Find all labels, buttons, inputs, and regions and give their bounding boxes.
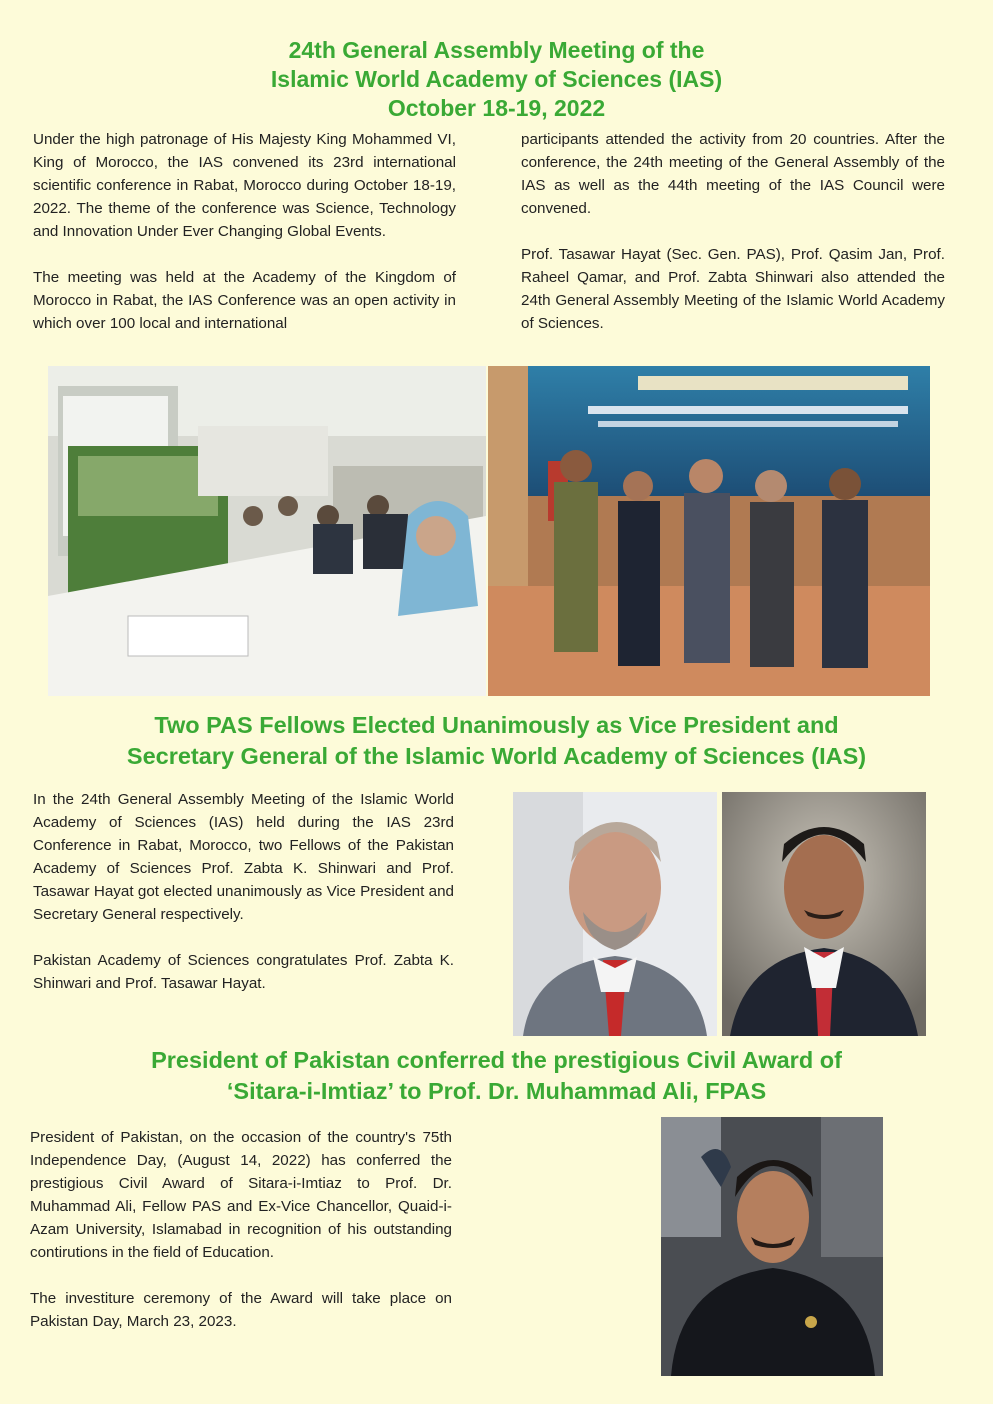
section3-paragraph-1: President of Pakistan, on the occasion of the country's 75th Independence Day, (August 14, 2022) has conferred the prestigious Civil Award of Sitara-i-Imtiaz to Prof. Dr. Muhammad Ali, Fellow PAS and Ex-Vice Chancellor, Quaid-i-Azam University, Islamabad in recognition of his outstanding contirutions in the field of Education. bbox=[30, 1129, 452, 1261]
section2-title-line-1: Two PAS Fellows Elected Unanimously as Vice President and bbox=[154, 712, 839, 738]
section1-title bbox=[0, 36, 993, 123]
section2-title bbox=[0, 710, 993, 772]
section3-title-line-2: ‘Sitara-i-Imtiaz’ to Prof. Dr. Muhammad Ali, FPAS bbox=[226, 1078, 767, 1104]
conference-group-photo bbox=[488, 366, 930, 696]
section2-title-line-2: Secretary General of the Islamic World Academy of Sciences (IAS) bbox=[126, 743, 867, 769]
section1-paragraph-2: The meeting was held at the Academy of the Kingdom of Morocco in Rabat, the IAS Conference was an open activity in which over 100 local and international bbox=[33, 269, 456, 332]
section3-title-line-1: President of Pakistan conferred the prestigious Civil Award of bbox=[151, 1047, 842, 1073]
section1-title-line-3: October 18-19, 2022 bbox=[387, 95, 606, 121]
section1-paragraph-1: Under the high patronage of His Majesty King Mohammed VI, King of Morocco, the IAS convened its 23rd international scientific conference in Rabat, Morocco during October 18-19, 2022. The theme of the conference was Science, Technology and Innovation Under Ever Changing Global Events. bbox=[33, 131, 456, 240]
section1-column-2 bbox=[521, 128, 945, 335]
section1-column-1 bbox=[33, 128, 456, 335]
section2-paragraph-1: In the 24th General Assembly Meeting of the Islamic World Academy of Sciences (IAS) held during the IAS 23rd Conference in Rabat, Morocco, two Fellows of the Pakistan Academy of Sciences Prof. Zabta K. Shinwari and Prof. Tasawar Hayat got elected unanimously as Vice President and Secretary General respectively. bbox=[33, 791, 454, 923]
section2-text bbox=[33, 788, 454, 995]
section1-paragraph-4: Prof. Tasawar Hayat (Sec. Gen. PAS), Prof. Qasim Jan, Prof. Raheel Qamar, and Prof. Zabta Shinwari also attended the 24th General Assembly Meeting of the Islamic World Academy of Sciences. bbox=[521, 246, 945, 332]
section1-title-line-2: Islamic World Academy of Sciences (IAS) bbox=[270, 66, 723, 92]
section3-text bbox=[30, 1126, 452, 1333]
section1-title-line-1: 24th General Assembly Meeting of the bbox=[288, 37, 705, 63]
section2-paragraph-2: Pakistan Academy of Sciences congratulates Prof. Zabta K. Shinwari and Prof. Tasawar Hayat. bbox=[33, 952, 454, 992]
portrait-hayat-photo bbox=[722, 792, 926, 1036]
section3-title bbox=[0, 1045, 993, 1107]
meeting-room-photo bbox=[48, 366, 486, 696]
section3-paragraph-2: The investiture ceremony of the Award will take place on Pakistan Day, March 23, 2023. bbox=[30, 1290, 452, 1330]
muhammad-ali-photo bbox=[661, 1117, 883, 1376]
section1-paragraph-3: participants attended the activity from 20 countries. After the conference, the 24th meeting of the General Assembly of the IAS as well as the 44th meeting of the IAS Council were convened. bbox=[521, 131, 945, 217]
portrait-shinwari-photo bbox=[513, 792, 717, 1036]
